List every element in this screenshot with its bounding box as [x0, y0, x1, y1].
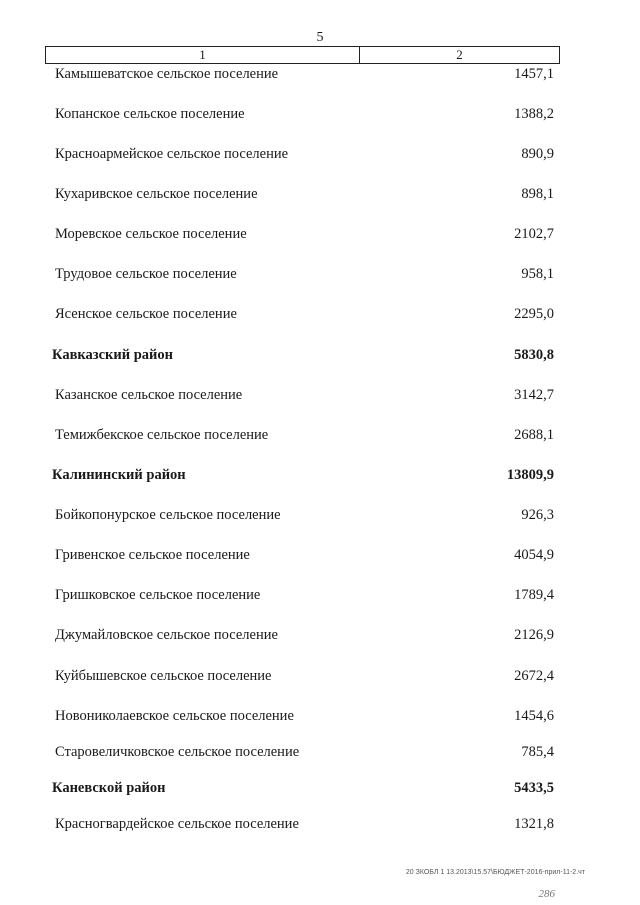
- stamp-number: 286: [538, 888, 555, 900]
- table-row: [0, 387, 640, 409]
- table-row: [0, 146, 640, 168]
- row-name: Новониколаевское сельское поселение: [55, 708, 294, 724]
- row-name: Красноармейское сельское поселение: [55, 146, 289, 162]
- table-row-district: [0, 780, 640, 802]
- table-row: [0, 668, 640, 690]
- row-name: Джумайловское сельское поселение: [55, 627, 278, 643]
- row-name: Темижбекское сельское поселение: [55, 427, 269, 443]
- row-value: 1388,2: [514, 106, 554, 122]
- table-row: [0, 627, 640, 649]
- district-total: 5433,5: [514, 780, 554, 796]
- row-name: Бойкопонурское сельское поселение: [55, 507, 281, 523]
- row-value: 958,1: [521, 266, 554, 282]
- table-row: [0, 708, 640, 730]
- row-name: Кухаривское сельское поселение: [55, 186, 258, 202]
- row-name: Куйбышевское сельское поселение: [55, 668, 272, 684]
- row-value: 1321,8: [514, 816, 554, 832]
- table-row: [0, 186, 640, 208]
- column-header-1: 1: [46, 47, 360, 63]
- district-name: Калининский район: [52, 467, 186, 483]
- table-row: [0, 816, 640, 838]
- row-value: 926,3: [521, 507, 554, 523]
- table-row: [0, 587, 640, 609]
- row-value: 2102,7: [514, 226, 554, 242]
- row-name: Казанское сельское поселение: [55, 387, 243, 403]
- district-total: 5830,8: [514, 347, 554, 363]
- table-row-district: [0, 467, 640, 489]
- column-header-2: 2: [456, 47, 463, 62]
- table-row: [0, 226, 640, 248]
- row-name: Копанское сельское поселение: [55, 106, 245, 122]
- row-name: Старовеличковское сельское поселение: [55, 744, 300, 760]
- table-row-district: [0, 347, 640, 369]
- row-value: 3142,7: [514, 387, 554, 403]
- row-value: 1457,1: [514, 66, 554, 82]
- row-value: 1789,4: [514, 587, 554, 603]
- district-total: 13809,9: [506, 467, 554, 483]
- table-row: [0, 744, 640, 766]
- district-name: Кавказский район: [52, 347, 174, 363]
- table-row: [0, 306, 640, 328]
- row-name: Камышеватское сельское поселение: [55, 66, 279, 82]
- column-header-row: [45, 46, 560, 64]
- row-name: Гришковское сельское поселение: [55, 587, 261, 603]
- row-value: 2295,0: [514, 306, 554, 322]
- row-name: Моревское сельское поселение: [55, 226, 247, 242]
- row-name: Трудовое сельское поселение: [55, 266, 237, 282]
- row-name: Красногвардейское сельское поселение: [55, 816, 299, 832]
- page-number: 5: [316, 30, 324, 45]
- row-name: Ясенское сельское поселение: [55, 306, 237, 322]
- district-name: Каневской район: [52, 780, 166, 796]
- row-value: 4054,9: [514, 547, 554, 563]
- footer-file-code: 20 ЗКОБЛ 1 13.2013\15.57\БЮДЖЕТ-2016-прил-11-2.чт: [405, 869, 585, 876]
- table-row: [0, 106, 640, 128]
- row-value: 898,1: [521, 186, 554, 202]
- row-value: 890,9: [521, 146, 554, 162]
- table-row: [0, 266, 640, 288]
- row-value: 2126,9: [514, 627, 554, 643]
- row-value: 2688,1: [514, 427, 554, 443]
- row-name: Гривенское сельское поселение: [55, 547, 250, 563]
- table-row: [0, 547, 640, 569]
- row-value: 1454,6: [514, 708, 554, 724]
- table-row: [0, 66, 640, 88]
- row-value: 785,4: [521, 744, 554, 760]
- table-row: [0, 507, 640, 529]
- row-value: 2672,4: [514, 668, 554, 684]
- table-row: [0, 427, 640, 449]
